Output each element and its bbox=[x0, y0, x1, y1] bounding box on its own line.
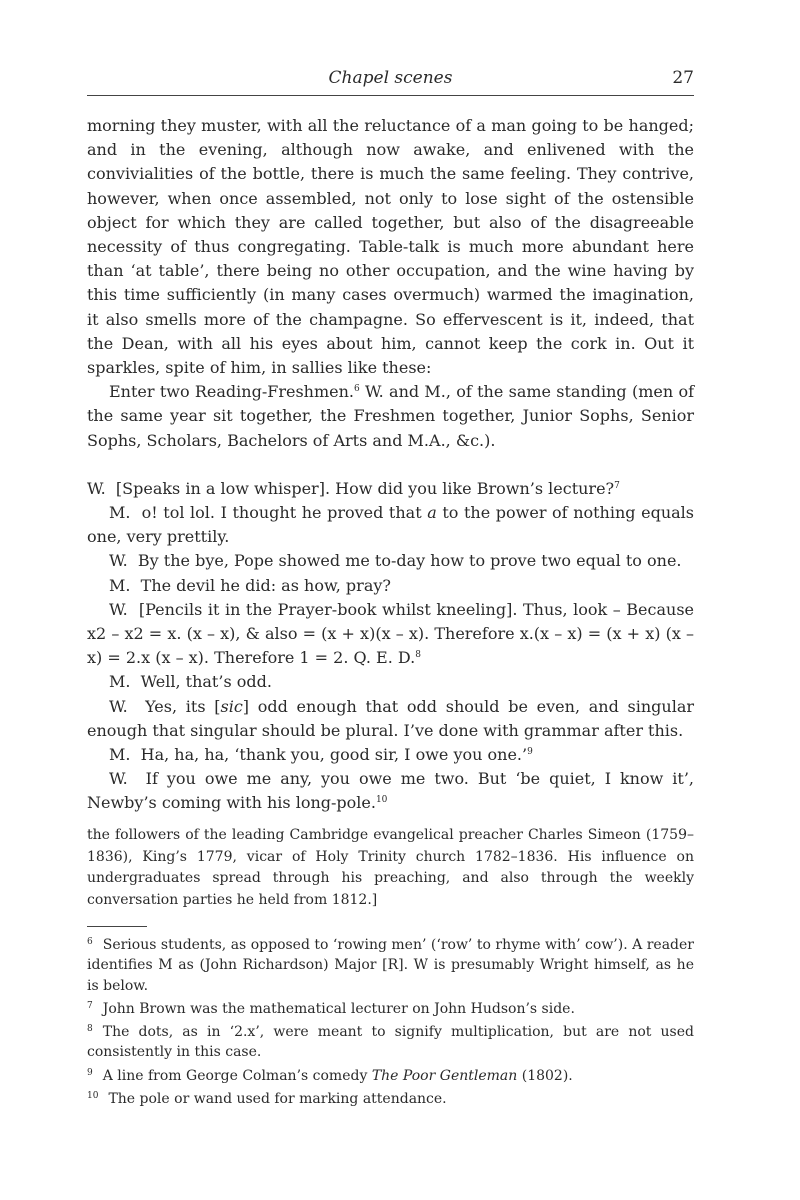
footnote-ref: 6 bbox=[354, 384, 360, 395]
paragraph: Enter two Reading-Freshmen.$^6$ W. and M., of the same standing (men of the same year sit together, the Freshmen together, Junior Sophs, Senior Sophs, Scholars, Bachelors of Arts and M.A., &c.). bbox=[87, 382, 694, 450]
dialogue-line: M. Ha, ha, ha, ‘thank you, good sir, I owe you one.’$^9$ bbox=[109, 745, 533, 765]
footnote-9: $^9$ A line from George Colman’s comedy The Poor Gentleman (1802). bbox=[87, 1067, 573, 1084]
paragraph: morning they muster, with all the reluctance of a man going to be hanged; and in the evening, although now awake, and enlivened with the convivialities of the bottle, there is much the same feeling. They contrive, however, when once assembled, not only to lose sight of the ostensible object for which they are called together, but also of the disagreeable necessity of thus congregating. Table-talk is much more abundant here than ‘at table’, there being no other occupation, and the wine having by this time sufficiently (in many cases overmuch) warmed the imagination, it also smells more of the champagne. So effervescent is it, indeed, that the Dean, with all his eyes about him, cannot keep the cork in. Out it sparkles, spite of him, in sallies like these: bbox=[87, 116, 694, 378]
footnote-rule bbox=[87, 926, 147, 927]
footnote-ref: 7 bbox=[614, 480, 620, 491]
running-title: Chapel scenes bbox=[328, 68, 453, 88]
main-text bbox=[87, 114, 694, 816]
dialogue-line: M. o! tol lol. I thought he proved that a to the power of nothing equals one, very prettily. bbox=[87, 503, 694, 547]
dialogue-line: W. Yes, its [sic] odd enough that odd should be even, and singular enough that singular should be plural. I’ve done with grammar after this. bbox=[87, 696, 695, 740]
carryover-note: the followers of the leading Cambridge evangelical preacher Charles Simeon (1759–1836), King’s 1779, vicar of Holy Trinity church 1782–1836. His influence on undergraduates spread through his preaching, and also through the weekly conversation parties he held from 1812.] bbox=[87, 827, 694, 908]
page-number: 27 bbox=[672, 68, 694, 88]
section-gap bbox=[87, 453, 694, 477]
header-rule bbox=[87, 95, 694, 96]
footnote-7: $^7$ John Brown was the mathematical lecturer on John Hudson’s side. bbox=[87, 1000, 575, 1017]
footnote-10: $^{10}$ The pole or wand used for marking attendance. bbox=[87, 1091, 447, 1108]
dialogue-line: W. If you owe me any, you owe me two. But ‘be quiet, I know it’, Newby’s coming with his long-pole.$^{10}$ bbox=[87, 769, 694, 813]
footnote-ref: 10 bbox=[375, 795, 388, 806]
footnote-8: $^8$ The dots, as in ‘2.x’, were meant to signify multiplication, but are not used consistently in this case. bbox=[87, 1024, 694, 1061]
footnote-ref: 8 bbox=[415, 650, 421, 661]
footnote-ref: 9 bbox=[527, 747, 533, 758]
running-header bbox=[87, 66, 694, 94]
footnote-6: $^6$ Serious students, as opposed to ‘rowing men’ (‘row’ to rhyme with’ cow’). A reader identifies M as (John Richardson) Major [R]. W is presumably Wright himself, as he is below. bbox=[87, 937, 694, 994]
footnotes bbox=[87, 935, 694, 1112]
dialogue-line: W. [Pencils it in the Prayer-book whilst kneeling]. Thus, look – Because x2 – x2 = x. (x – x), & also = (x + x)(x – x). Therefore x.(x – x) = (x + x) (x – x) = 2.x (x – x). Therefore 1 = 2. Q. E. D.$^8$ bbox=[87, 599, 694, 668]
dialogue-line: W. [Speaks in a low whisper]. How did you like Brown’s lecture?$^7$ bbox=[87, 478, 620, 498]
dialogue-line: M. Well, that’s odd. bbox=[109, 672, 272, 692]
dialogue-line: W. By the bye, Pope showed me to-day how to prove two equal to one. bbox=[109, 551, 682, 571]
dialogue-line: M. The devil he did: as how, pray? bbox=[109, 575, 391, 595]
